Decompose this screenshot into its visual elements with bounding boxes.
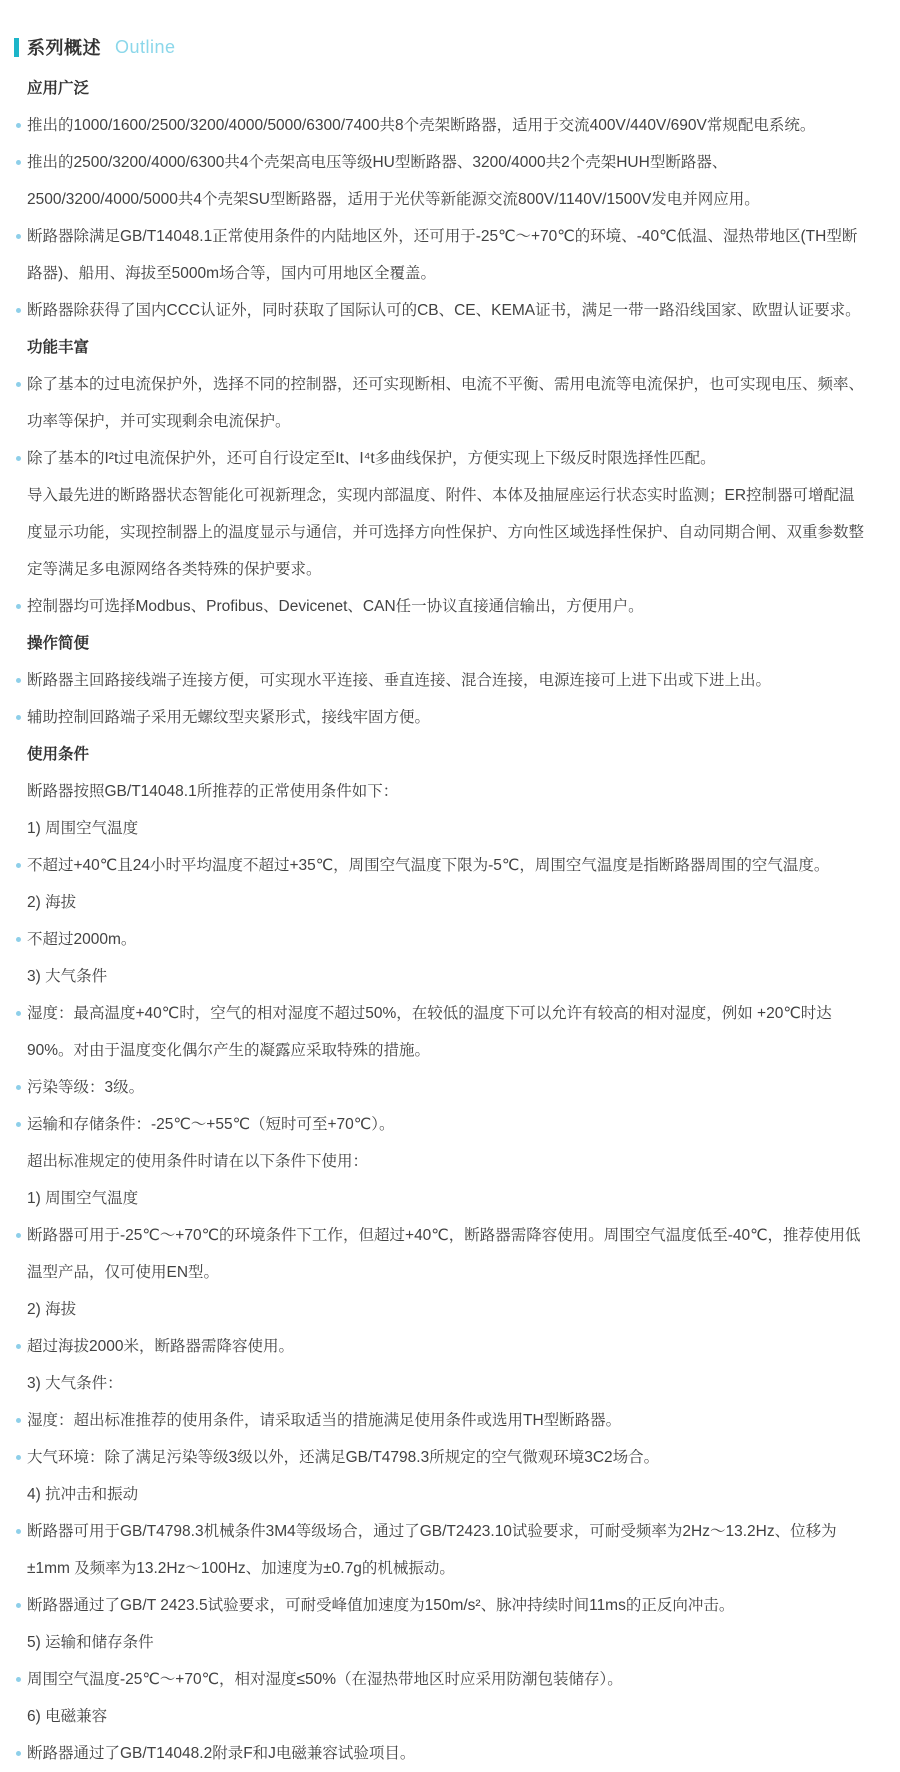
text-line: 1) 周围空气温度 xyxy=(27,1190,139,1207)
bullet-item: 断路器通过了GB/T14048.2附录F和J电磁兼容试验项目。 xyxy=(27,1735,870,1772)
bullet-item: 断路器主回路接线端子连接方便，可实现水平连接、垂直连接、混合连接，电源连接可上进下出或下进上出。 xyxy=(27,662,870,699)
bullet-item: 辅助控制回路端子采用无螺纹型夹紧形式，接线牢固方便。 xyxy=(27,699,870,736)
text-line: 超出标准规定的使用条件时请在以下条件下使用： xyxy=(27,1153,369,1170)
text-line: 3) 大气条件 xyxy=(27,968,108,985)
title-accent-bar xyxy=(14,38,19,57)
bullet-item: 断路器可用于-25℃～+70℃的环境条件下工作，但超过+40℃，断路器需降容使用。周围空气温度低至-40℃，推荐使用低温型产品，仅可使用EN型。 xyxy=(27,1217,870,1291)
bullet-item: 超过海拔2000米，断路器需降容使用。 xyxy=(27,1328,870,1365)
bullet-item: 污染等级：3级。 xyxy=(27,1069,870,1106)
text-line: 1) 周围空气温度 xyxy=(27,820,139,837)
section-heading: 功能丰富 xyxy=(27,339,90,356)
text-line: 断路器按照GB/T14048.1所推荐的正常使用条件如下： xyxy=(27,783,399,800)
bullet-item: 断路器除满足GB/T14048.1正常使用条件的内陆地区外，还可用于-25℃～+70℃的环境、-40℃低温、湿热带地区(TH型断路器)、船用、海拔至5000m场合等，国内可用地区全覆盖。 xyxy=(27,218,870,292)
text-line: 2) 海拔 xyxy=(27,894,77,911)
section-heading: 应用广泛 xyxy=(27,80,90,97)
section-title-row xyxy=(0,0,900,60)
text-line: 5) 运输和储存条件 xyxy=(27,1634,154,1651)
page-title: 系列概述 xyxy=(27,38,101,58)
content xyxy=(0,70,900,1772)
page-title-en: Outline xyxy=(115,36,176,57)
bullet-item: 断路器可用于GB/T4798.3机械条件3M4等级场合，通过了GB/T2423.10试验要求，可耐受频率为2Hz～13.2Hz、位移为±1mm 及频率为13.2Hz～100Hz、加速度为±0.7g的机械振动。 xyxy=(27,1513,870,1587)
bullet-item: 除了基本的I²t过电流保护外，还可自行设定至It、I⁴t多曲线保护，方便实现上下级反时限选择性匹配。 xyxy=(27,440,870,477)
bullet-item: 控制器均可选择Modbus、Profibus、Devicenet、CAN任一协议直接通信输出，方便用户。 xyxy=(27,588,870,625)
text-line: 2) 海拔 xyxy=(27,1301,77,1318)
text-line: 6) 电磁兼容 xyxy=(27,1708,108,1725)
bullet-item: 除了基本的过电流保护外，选择不同的控制器，还可实现断相、电流不平衡、需用电流等电流保护，也可实现电压、频率、功率等保护，并可实现剩余电流保护。 xyxy=(27,366,870,440)
bullet-item: 湿度：最高温度+40℃时，空气的相对湿度不超过50%，在较低的温度下可以允许有较高的相对湿度，例如 +20℃时达 90%。对由于温度变化偶尔产生的凝露应采取特殊的措施。 xyxy=(27,995,870,1069)
bullet-item: 不超过+40℃且24小时平均温度不超过+35℃，周围空气温度下限为-5℃，周围空气温度是指断路器周围的空气温度。 xyxy=(27,847,870,884)
bullet-item: 推出的2500/3200/4000/6300共4个壳架高电压等级HU型断路器、3200/4000共2个壳架HUH型断路器、2500/3200/4000/5000共4个壳架SU型断路器，适用于光伏等新能源交流800V/1140V/1500V发电并网应用。 xyxy=(27,144,870,218)
text-line: 4) 抗冲击和振动 xyxy=(27,1486,139,1503)
bullet-item: 断路器除获得了国内CCC认证外，同时获取了国际认可的CB、CE、KEMA证书，满足一带一路沿线国家、欧盟认证要求。 xyxy=(27,292,870,329)
bullet-item: 不超过2000m。 xyxy=(27,921,870,958)
section-heading: 操作简便 xyxy=(27,635,90,652)
bullet-item: 断路器通过了GB/T 2423.5试验要求，可耐受峰值加速度为150m/s²、脉冲持续时间11ms的正反向冲击。 xyxy=(27,1587,870,1624)
text-line: 3) 大气条件： xyxy=(27,1375,123,1392)
bullet-item: 周围空气温度-25℃～+70℃，相对湿度≤50%（在湿热带地区时应采用防潮包装储存）。 xyxy=(27,1661,870,1698)
bullet-item: 湿度：超出标准推荐的使用条件，请采取适当的措施满足使用条件或选用TH型断路器。 xyxy=(27,1402,870,1439)
bullet-item: 运输和存储条件：-25℃～+55℃（短时可至+70℃）。 xyxy=(27,1106,870,1143)
section-heading: 使用条件 xyxy=(27,746,90,763)
bullet-item: 推出的1000/1600/2500/3200/4000/5000/6300/7400共8个壳架断路器，适用于交流400V/440V/690V常规配电系统。 xyxy=(27,107,870,144)
text-line: 导入最先进的断路器状态智能化可视新理念，实现内部温度、附件、本体及抽屉座运行状态实时监测；ER控制器可增配温度显示功能，实现控制器上的温度显示与通信，并可选择方向性保护、方向性区域选择性保护、自动同期合闸、双重参数整定等满足多电源网络各类特殊的保护要求。 xyxy=(27,487,865,578)
bullet-item: 大气环境：除了满足污染等级3级以外，还满足GB/T4798.3所规定的空气微观环境3C2场合。 xyxy=(27,1439,870,1476)
